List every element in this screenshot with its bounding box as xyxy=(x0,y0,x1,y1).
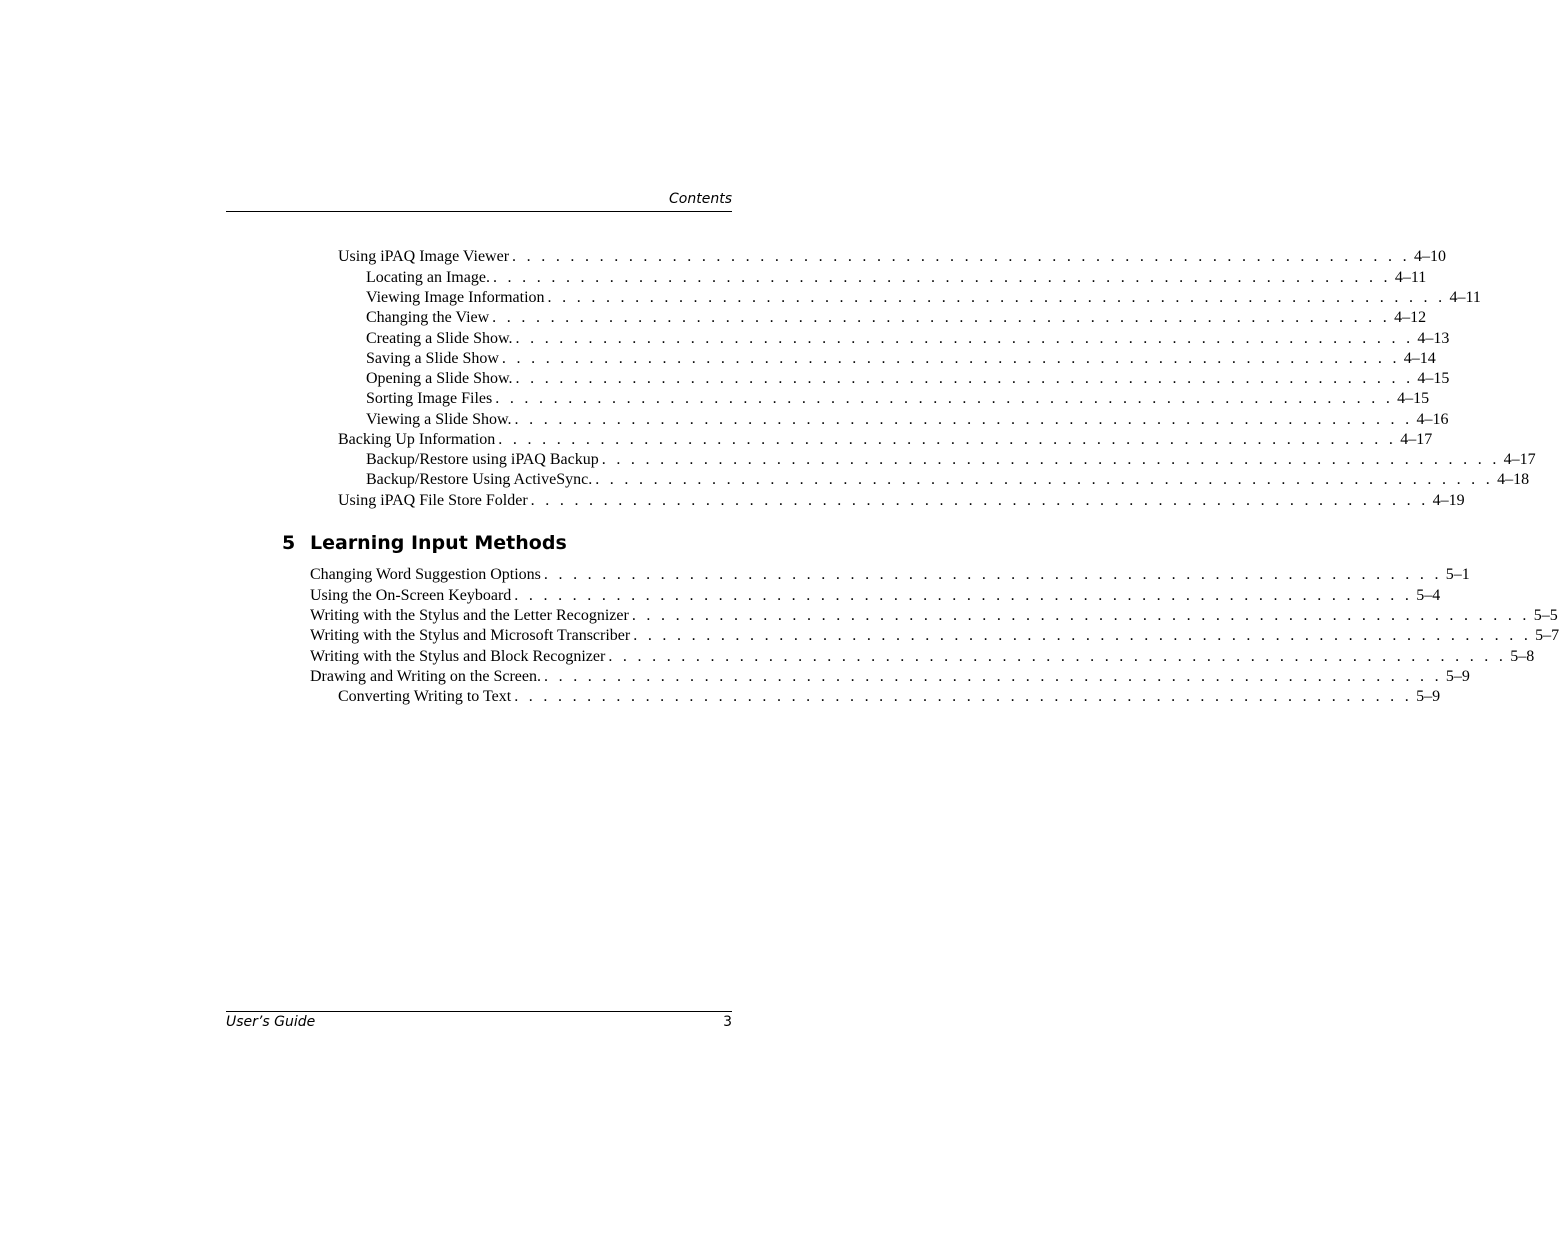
toc-entry-page: 4–18 xyxy=(1497,471,1530,488)
toc-entry-label: Using iPAQ File Store Folder xyxy=(338,492,528,509)
dot-leader: . . . . . . . . . . . . . . . . . . . . . . . . . . . . . . . . . . . . . . . . . . . . . . . . . . . . . . . . . . . . . . xyxy=(633,627,1532,644)
toc-entry-label: Saving a Slide Show xyxy=(366,350,499,367)
toc-entry[interactable] xyxy=(310,647,1535,667)
toc-entry-label: Locating an Image. xyxy=(366,269,490,286)
toc-entry-label: Backup/Restore Using ActiveSync. xyxy=(366,471,593,488)
toc-entry[interactable] xyxy=(310,667,1470,687)
chapter-heading[interactable] xyxy=(282,531,567,555)
toc-entry-label: Using the On-Screen Keyboard xyxy=(310,587,512,604)
toc-entry-page: 5–7 xyxy=(1535,627,1559,644)
dot-leader: . . . . . . . . . . . . . . . . . . . . . . . . . . . . . . . . . . . . . . . . . . . . . . . . . . . . . . . . . . . . . . xyxy=(601,451,1500,468)
toc-entry[interactable] xyxy=(366,470,1530,490)
toc-entry-page: 5–1 xyxy=(1445,566,1470,583)
toc-entry-label: Writing with the Stylus and Block Recognizer xyxy=(310,648,606,665)
toc-entry[interactable] xyxy=(366,450,1536,470)
dot-leader: . . . . . . . . . . . . . . . . . . . . . . . . . . . . . . . . . . . . . . . . . . . . . . . . . . . . . . . . . . . . . . xyxy=(631,607,1530,624)
dot-leader: . . . . . . . . . . . . . . . . . . . . . . . . . . . . . . . . . . . . . . . . . . . . . . . . . . . . . . . . . . . . . . xyxy=(492,269,1391,286)
toc-entry-page: 5–8 xyxy=(1510,648,1535,665)
toc-entry-page: 4–19 xyxy=(1432,492,1465,509)
toc-entry-label: Drawing and Writing on the Screen. xyxy=(310,668,541,685)
toc-entry[interactable] xyxy=(310,586,1441,606)
dot-leader: . . . . . . . . . . . . . . . . . . . . . . . . . . . . . . . . . . . . . . . . . . . . . . . . . . . . . . . . . . . . . . xyxy=(515,330,1414,347)
toc-entry[interactable] xyxy=(310,606,1558,626)
footer-guide-title: User’s Guide xyxy=(226,1014,316,1030)
toc-entry-page: 4–12 xyxy=(1394,309,1427,326)
toc-entry[interactable] xyxy=(366,288,1481,308)
toc-entry-page: 5–4 xyxy=(1416,587,1441,604)
dot-leader: . . . . . . . . . . . . . . . . . . . . . . . . . . . . . . . . . . . . . . . . . . . . . . . . . . . . . . . . . . . . . . xyxy=(544,668,1442,685)
dot-leader: . . . . . . . . . . . . . . . . . . . . . . . . . . . . . . . . . . . . . . . . . . . . . . . . . . . . . . . . . . . . . . xyxy=(595,471,1494,488)
toc-entry-page: 5–9 xyxy=(1416,688,1441,705)
toc-entry[interactable] xyxy=(366,268,1427,288)
toc-entry-page: 5–5 xyxy=(1533,607,1558,624)
toc-entry[interactable] xyxy=(310,565,1470,585)
dot-leader: . . . . . . . . . . . . . . . . . . . . . . . . . . . . . . . . . . . . . . . . . . . . . . . . . . . . . . . . . . . . . . xyxy=(543,566,1442,583)
toc-entry-page: 4–15 xyxy=(1397,390,1430,407)
toc-entry-page: 4–13 xyxy=(1417,330,1450,347)
dot-leader: . . . . . . . . . . . . . . . . . . . . . . . . . . . . . . . . . . . . . . . . . . . . . . . . . . . . . . . . . . . . . . xyxy=(608,648,1507,665)
toc-entry-label: Opening a Slide Show. xyxy=(366,370,513,387)
running-header: Contents xyxy=(669,191,732,207)
toc-entry-page: 4–15 xyxy=(1417,370,1450,387)
dot-leader: . . . . . . . . . . . . . . . . . . . . . . . . . . . . . . . . . . . . . . . . . . . . . . . . . . . . . . . . . . . . . . xyxy=(498,431,1397,448)
dot-leader: . . . . . . . . . . . . . . . . . . . . . . . . . . . . . . . . . . . . . . . . . . . . . . . . . . . . . . . . . . . . . . xyxy=(512,248,1410,265)
chapter-number: 5 xyxy=(282,532,296,554)
dot-leader: . . . . . . . . . . . . . . . . . . . . . . . . . . . . . . . . . . . . . . . . . . . . . . . . . . . . . . . . . . . . . . xyxy=(495,390,1394,407)
toc-entry[interactable] xyxy=(310,626,1559,646)
dot-leader: . . . . . . . . . . . . . . . . . . . . . . . . . . . . . . . . . . . . . . . . . . . . . . . . . . . . . . . . . . . . . . xyxy=(492,309,1391,326)
toc-entry-page: 5–9 xyxy=(1445,668,1470,685)
toc-entry-label: Changing the View xyxy=(366,309,490,326)
toc-entry-label: Sorting Image Files xyxy=(366,390,493,407)
toc-entry[interactable] xyxy=(366,410,1449,430)
toc-entry[interactable] xyxy=(338,491,1465,511)
dot-leader: . . . . . . . . . . . . . . . . . . . . . . . . . . . . . . . . . . . . . . . . . . . . . . . . . . . . . . . . . . . . . . xyxy=(547,289,1446,306)
dot-leader: . . . . . . . . . . . . . . . . . . . . . . . . . . . . . . . . . . . . . . . . . . . . . . . . . . . . . . . . . . . . . . xyxy=(501,350,1400,367)
toc-entry-label: Converting Writing to Text xyxy=(338,688,512,705)
toc-entry-label: Viewing a Slide Show. xyxy=(366,411,512,428)
toc-entry-page: 4–17 xyxy=(1503,451,1536,468)
running-footer xyxy=(226,1013,732,1031)
header-rule xyxy=(226,211,732,212)
toc-entry[interactable] xyxy=(366,369,1450,389)
toc-entry-label: Using iPAQ Image Viewer xyxy=(338,248,510,265)
toc-entry-label: Viewing Image Information xyxy=(366,289,545,306)
footer-rule xyxy=(226,1011,732,1012)
toc-entry-label: Changing Word Suggestion Options xyxy=(310,566,541,583)
dot-leader: . . . . . . . . . . . . . . . . . . . . . . . . . . . . . . . . . . . . . . . . . . . . . . . . . . . . . . . . . . . . . . xyxy=(514,688,1413,705)
toc-entry[interactable] xyxy=(338,247,1446,267)
toc-entry[interactable] xyxy=(338,687,1441,707)
toc-entry-page: 4–17 xyxy=(1400,431,1433,448)
toc-entry[interactable] xyxy=(366,329,1450,349)
dot-leader: . . . . . . . . . . . . . . . . . . . . . . . . . . . . . . . . . . . . . . . . . . . . . . . . . . . . . . . . . . . . . . xyxy=(514,411,1413,428)
dot-leader: . . . . . . . . . . . . . . . . . . . . . . . . . . . . . . . . . . . . . . . . . . . . . . . . . . . . . . . . . . . . . . xyxy=(515,370,1414,387)
toc-entry-page: 4–16 xyxy=(1416,411,1449,428)
footer-page-number: 3 xyxy=(723,1014,732,1030)
toc-entry[interactable] xyxy=(338,430,1433,450)
dot-leader: . . . . . . . . . . . . . . . . . . . . . . . . . . . . . . . . . . . . . . . . . . . . . . . . . . . . . . . . . . . . . . xyxy=(514,587,1413,604)
toc-entry-label: Backup/Restore using iPAQ Backup xyxy=(366,451,599,468)
toc-entry-label: Backing Up Information xyxy=(338,431,496,448)
toc-entry-label: Writing with the Stylus and Microsoft Transcriber xyxy=(310,627,631,644)
toc-entry[interactable] xyxy=(366,349,1436,369)
toc-entry-label: Creating a Slide Show. xyxy=(366,330,513,347)
chapter-title: Learning Input Methods xyxy=(310,532,567,554)
toc-entry-page: 4–14 xyxy=(1403,350,1436,367)
toc-entry[interactable] xyxy=(366,308,1427,328)
toc-entry-label: Writing with the Stylus and the Letter Recognizer xyxy=(310,607,629,624)
toc-entry-page: 4–11 xyxy=(1449,289,1481,306)
toc-entry-page: 4–10 xyxy=(1413,248,1446,265)
toc-entry-page: 4–11 xyxy=(1394,269,1427,286)
dot-leader: . . . . . . . . . . . . . . . . . . . . . . . . . . . . . . . . . . . . . . . . . . . . . . . . . . . . . . . . . . . . . . xyxy=(530,492,1429,509)
toc-entry[interactable] xyxy=(366,389,1430,409)
